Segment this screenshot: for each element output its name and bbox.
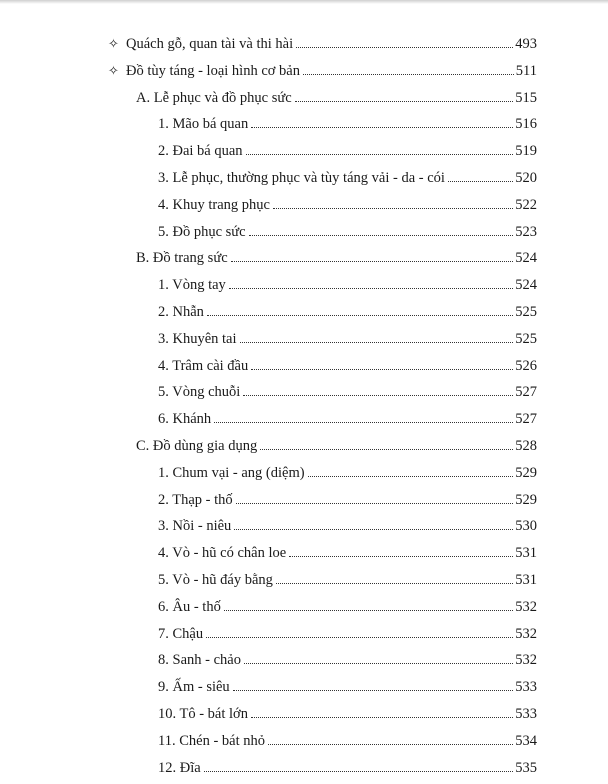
toc-entry-title: 2. Đai bá quan xyxy=(158,143,243,160)
dot-leader xyxy=(204,770,514,772)
toc-entry[interactable] xyxy=(158,114,537,134)
toc-page-number: 529 xyxy=(515,464,537,481)
dot-leader xyxy=(273,207,513,209)
dot-leader xyxy=(260,448,513,450)
toc-entry-title: 5. Vò - hũ đáy bằng xyxy=(158,572,273,588)
toc-entry-title: 8. Sanh - chảo xyxy=(158,652,241,669)
toc-entry[interactable] xyxy=(136,248,537,268)
toc-entry-title: 1. Mão bá quan xyxy=(158,116,249,133)
toc-entry[interactable] xyxy=(158,409,537,429)
toc-entry[interactable] xyxy=(158,731,537,751)
toc-entry-title: 4. Vò - hũ có chân loe xyxy=(158,545,287,562)
dot-leader xyxy=(251,716,513,718)
toc-page-number: 522 xyxy=(515,196,537,213)
toc-entry[interactable] xyxy=(158,382,537,402)
toc-entry-title: 3. Lễ phục, thường phục và tùy táng vải - da - cói xyxy=(158,170,445,186)
toc-page-number: 535 xyxy=(515,759,537,776)
toc-page-number: 511 xyxy=(515,62,537,79)
dot-leader xyxy=(296,46,513,48)
toc-entry[interactable] xyxy=(158,597,537,617)
toc-page-number: 526 xyxy=(515,357,537,374)
dot-leader xyxy=(233,689,514,691)
toc-page-number: 493 xyxy=(515,36,537,52)
toc-page-number: 515 xyxy=(515,89,537,106)
toc-page-number: 532 xyxy=(515,598,537,615)
toc-entry-title: 4. Khuy trang phục xyxy=(158,196,270,213)
dot-leader xyxy=(251,368,513,370)
toc-page-number: 534 xyxy=(515,732,537,749)
toc-page-number: 524 xyxy=(515,250,537,267)
toc-entry-title: 2. Nhẫn xyxy=(158,304,204,320)
toc-entry-title: B. Đồ trang sức xyxy=(136,250,228,267)
toc-entry[interactable] xyxy=(158,302,537,322)
dot-leader xyxy=(448,180,513,182)
toc-page-number: 519 xyxy=(515,143,537,160)
dot-leader xyxy=(224,609,513,611)
toc-entry[interactable] xyxy=(158,141,537,161)
toc-entry[interactable] xyxy=(158,195,537,215)
toc-entry-title: Quách gỗ, quan tài và thi hài xyxy=(126,36,294,52)
toc-entry-title: 7. Chậu xyxy=(158,625,204,642)
toc-page-number: 532 xyxy=(515,652,537,669)
toc-page-number: 531 xyxy=(515,545,537,562)
toc-page-number: 530 xyxy=(515,518,537,535)
toc-entry[interactable] xyxy=(158,677,537,697)
toc-page-number: 528 xyxy=(515,438,537,454)
toc-entry[interactable] xyxy=(158,624,537,644)
dot-leader xyxy=(234,528,513,530)
toc-entry-title: 12. Đĩa xyxy=(158,759,201,776)
toc-entry-title: 6. Khánh xyxy=(158,411,212,428)
dot-leader xyxy=(249,234,514,236)
toc-entry-title: 11. Chén - bát nhỏ xyxy=(158,732,265,749)
dot-leader xyxy=(229,287,513,289)
toc-entry[interactable] xyxy=(158,222,537,242)
toc-entry[interactable] xyxy=(158,758,537,778)
toc-entry[interactable] xyxy=(136,88,537,108)
toc-entry[interactable] xyxy=(158,704,537,724)
dot-leader xyxy=(206,636,513,638)
toc-entry-title: Đồ tùy táng - loại hình cơ bản xyxy=(126,62,300,79)
toc-page-number: 524 xyxy=(515,277,537,294)
dot-leader xyxy=(240,341,514,343)
diamond-bullet-icon: ✧ xyxy=(108,62,119,78)
toc-entry[interactable] xyxy=(158,516,537,536)
dot-leader xyxy=(289,555,513,557)
toc-entry[interactable] xyxy=(108,34,537,54)
toc-page-number: 529 xyxy=(515,491,537,508)
toc-entry-title: 6. Âu - thố xyxy=(158,598,221,615)
toc-page-number: 531 xyxy=(515,572,537,588)
dot-leader xyxy=(214,421,513,423)
toc-page-number: 532 xyxy=(515,625,537,642)
toc-entry[interactable] xyxy=(158,490,537,510)
toc-entry[interactable] xyxy=(136,436,537,456)
toc-entry[interactable] xyxy=(158,650,537,670)
toc-page-number: 525 xyxy=(515,304,537,320)
toc-page-number: 527 xyxy=(515,384,537,401)
toc-entry-title: 5. Vòng chuỗi xyxy=(158,384,241,401)
dot-leader xyxy=(251,126,513,128)
toc-entry[interactable] xyxy=(108,61,537,81)
toc-entry-title: 3. Nồi - niêu xyxy=(158,518,232,535)
toc-entry[interactable] xyxy=(158,463,537,483)
toc-entry[interactable] xyxy=(158,329,537,349)
diamond-bullet-icon: ✧ xyxy=(108,36,119,51)
toc-entry-title: 1. Vòng tay xyxy=(158,277,226,294)
toc-entry-title: 3. Khuyên tai xyxy=(158,330,237,347)
toc-entry-title: 2. Thạp - thố xyxy=(158,491,233,508)
dot-leader xyxy=(244,662,513,664)
toc-page-number: 523 xyxy=(515,223,537,240)
dot-leader xyxy=(243,394,513,396)
toc-entry[interactable] xyxy=(158,543,537,563)
toc-entry-title: 4. Trâm cài đầu xyxy=(158,357,249,374)
toc-entry-title: 5. Đồ phục sức xyxy=(158,223,246,240)
toc-entry[interactable] xyxy=(158,570,537,590)
toc-page-number: 525 xyxy=(515,330,537,347)
dot-leader xyxy=(246,153,514,155)
toc-entry[interactable] xyxy=(158,275,537,295)
toc-page-number: 527 xyxy=(515,411,537,428)
dot-leader xyxy=(236,502,514,504)
toc-entry[interactable] xyxy=(158,168,537,188)
dot-leader xyxy=(207,314,513,316)
toc-entry-title: A. Lễ phục và đồ phục sức xyxy=(136,89,292,106)
dot-leader xyxy=(295,100,514,102)
dot-leader xyxy=(303,73,514,75)
toc-entry-title: 9. Ấm - siêu xyxy=(158,679,230,696)
page-top-border xyxy=(0,0,608,4)
toc-entry-title: C. Đồ dùng gia dụng xyxy=(136,438,258,454)
toc-entry-title: 10. Tô - bát lớn xyxy=(158,706,248,722)
dot-leader xyxy=(231,260,514,262)
dot-leader xyxy=(276,582,513,584)
dot-leader xyxy=(308,475,514,477)
toc-page-number: 516 xyxy=(515,116,537,133)
toc-entry[interactable] xyxy=(158,356,537,376)
toc-page-number: 533 xyxy=(515,706,537,722)
toc-page-number: 533 xyxy=(515,679,537,696)
toc-entry-title: 1. Chum vại - ang (diệm) xyxy=(158,464,305,481)
toc-page-number: 520 xyxy=(515,170,537,186)
dot-leader xyxy=(268,743,513,745)
